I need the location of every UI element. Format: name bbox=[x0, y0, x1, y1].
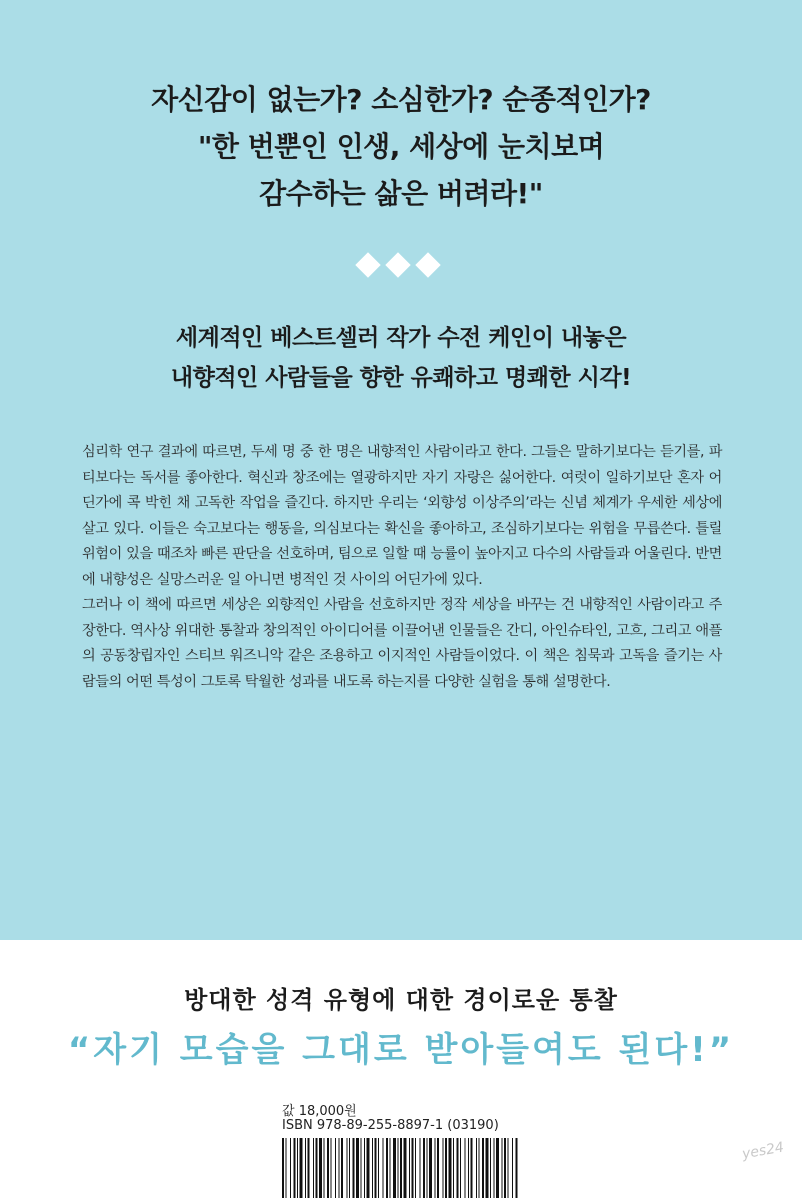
headline bbox=[0, 76, 802, 217]
diamond-ornament-icon bbox=[355, 252, 445, 278]
bottom-tagline: 방대한 성격 유형에 대한 경이로운 통찰 bbox=[184, 986, 618, 1014]
subheadline bbox=[0, 318, 802, 398]
bottom-quote: “자기 모습을 그대로 받아들여도 된다!” bbox=[67, 1030, 735, 1070]
subheadline-line-2: 내향적인 사람들을 향한 유쾌하고 명쾌한 시각! bbox=[170, 365, 632, 391]
body-paragraph-1: 심리학 연구 결과에 따르면, 두세 명 중 한 명은 내향적인 사람이라고 한다. 그들은 말하기보다는 듣기를, 파티보다는 독서를 좋아한다. 혁신과 창조에는 열광하지만 자기 자랑은 싫어한다. 여럿이 일하기보단 혼자 어딘가에 콕 박힌 채 고독한 작업을 즐긴다. 하지만 우리는 ‘외향성 이상주의’라는 신념 체계가 우세한 세상에 살고 있다. 이들은 숙고보다는 행동을, 의심보다는 확신을 좋아하고, 조심하기보다는 위험을 무릅쓴다. 틀릴 위험이 있을 때조차 빠른 판단을 선호하며, 팀으로 일할 때 능률이 높아지고 다수의 사람들과 어울린다. 반면에 내향성은 실망스러운 일 아니면 병적인 것 사이의 어딘가에 있다. bbox=[82, 444, 722, 588]
body-text bbox=[82, 440, 722, 695]
subheadline-line-1: 세계적인 베스트셀러 작가 수전 케인이 내놓은 bbox=[175, 325, 627, 351]
headline-line-1: 자신감이 없는가? 소심한가? 순종적인가? bbox=[151, 83, 651, 116]
barcode bbox=[280, 1138, 520, 1198]
price-label: 값 18,000원 bbox=[282, 1104, 357, 1119]
barcode-image bbox=[280, 1138, 520, 1198]
watermark-logo: yes24 bbox=[740, 1139, 786, 1163]
headline-line-3: 감수하는 삶은 버려라!" bbox=[259, 177, 543, 210]
body-paragraph-2: 그러나 이 책에 따르면 세상은 외향적인 사람을 선호하지만 정작 세상을 바꾸는 건 내향적인 사람이라고 주장한다. 역사상 위대한 통찰과 창의적인 아이디어를 이끌어낸 인물들은 간디, 아인슈타인, 고흐, 그리고 애플의 공동창립자인 스티브 워즈니악 같은 조용하고 이지적인 사람들이었다. 이 책은 침묵과 고독을 즐기는 사람들의 어떤 특성이 그토록 탁월한 성과를 내도록 하는지를 다양한 실험을 통해 설명한다. bbox=[82, 597, 722, 690]
isbn-label: ISBN 978-89-255-8897-1 (03190) bbox=[282, 1118, 499, 1133]
headline-line-2: "한 번뿐인 인생, 세상에 눈치보며 bbox=[197, 130, 605, 163]
